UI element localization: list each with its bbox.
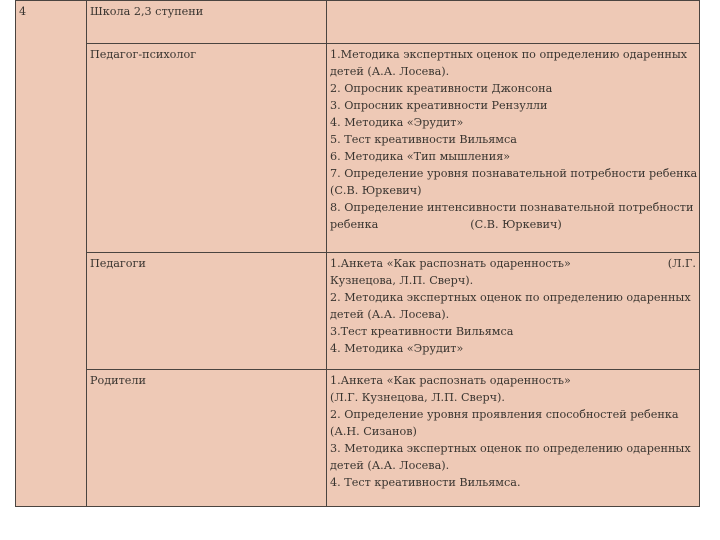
- method-line: детей (А.А. Лосева).: [330, 308, 450, 321]
- role-teachers: Педагоги: [90, 257, 146, 270]
- school-level-cell: [87, 1, 327, 44]
- table-row: [16, 370, 700, 507]
- method-line: 5. Тест креативности Вильямса: [330, 133, 517, 146]
- method-line: 2. Определение уровня проявления способностей ребенка: [330, 408, 679, 421]
- method-line: [330, 216, 696, 233]
- role-psychologist: Педагог-психолог: [90, 48, 197, 61]
- method-line-part: (Л.Г.: [667, 257, 696, 270]
- role-cell: [87, 44, 327, 253]
- method-line: Кузнецова, Л.П. Сверч).: [330, 274, 474, 287]
- table-row: [16, 44, 700, 253]
- method-line: 4. Методика «Эрудит»: [330, 116, 464, 129]
- method-line: [330, 255, 696, 272]
- methods-cell: [327, 370, 700, 507]
- method-line: 3. Методика экспертных оценок по определению одаренных: [330, 442, 691, 455]
- table-row-header: [16, 1, 700, 44]
- method-line: 4. Тест креативности Вильямса.: [330, 476, 521, 489]
- method-line-part: 1.Анкета «Как распознать одаренность»: [330, 257, 571, 270]
- method-line: (Л.Г. Кузнецова, Л.П. Сверч).: [330, 391, 505, 404]
- role-cell: [87, 253, 327, 370]
- row-number: 4: [19, 5, 27, 18]
- method-line-part: ребенка: [330, 218, 379, 231]
- method-line: 2. Методика экспертных оценок по определению одаренных: [330, 291, 691, 304]
- methods-cell: [327, 44, 700, 253]
- method-line: 3. Опросник креативности Рензулли: [330, 99, 548, 112]
- method-line: 2. Опросник креативности Джонсона: [330, 82, 553, 95]
- method-line: 1.Методика экспертных оценок по определению одаренных: [330, 48, 688, 61]
- method-line: детей (А.А. Лосева).: [330, 459, 450, 472]
- method-line: детей (А.А. Лосева).: [330, 65, 450, 78]
- method-line: (С.В. Юркевич): [330, 184, 422, 197]
- methods-cell: [327, 253, 700, 370]
- method-line: 8. Определение интенсивности познавательной потребности: [330, 201, 694, 214]
- methods-table: [15, 0, 700, 507]
- row-number-cell: [16, 1, 87, 507]
- table-row: [16, 253, 700, 370]
- method-line: 7. Определение уровня познавательной потребности ребенка: [330, 167, 698, 180]
- empty-cell: [327, 1, 700, 44]
- role-parents: Родители: [90, 374, 146, 387]
- method-line: 3.Тест креативности Вильямса: [330, 325, 514, 338]
- school-level: Школа 2,3 ступени: [90, 5, 204, 18]
- method-line: 6. Методика «Тип мышления»: [330, 150, 511, 163]
- role-cell: [87, 370, 327, 507]
- method-line-part: (С.В. Юркевич): [470, 218, 562, 231]
- method-line: (А.Н. Сизанов): [330, 425, 417, 438]
- method-line: 4. Методика «Эрудит»: [330, 342, 464, 355]
- method-line: 1.Анкета «Как распознать одаренность»: [330, 374, 571, 387]
